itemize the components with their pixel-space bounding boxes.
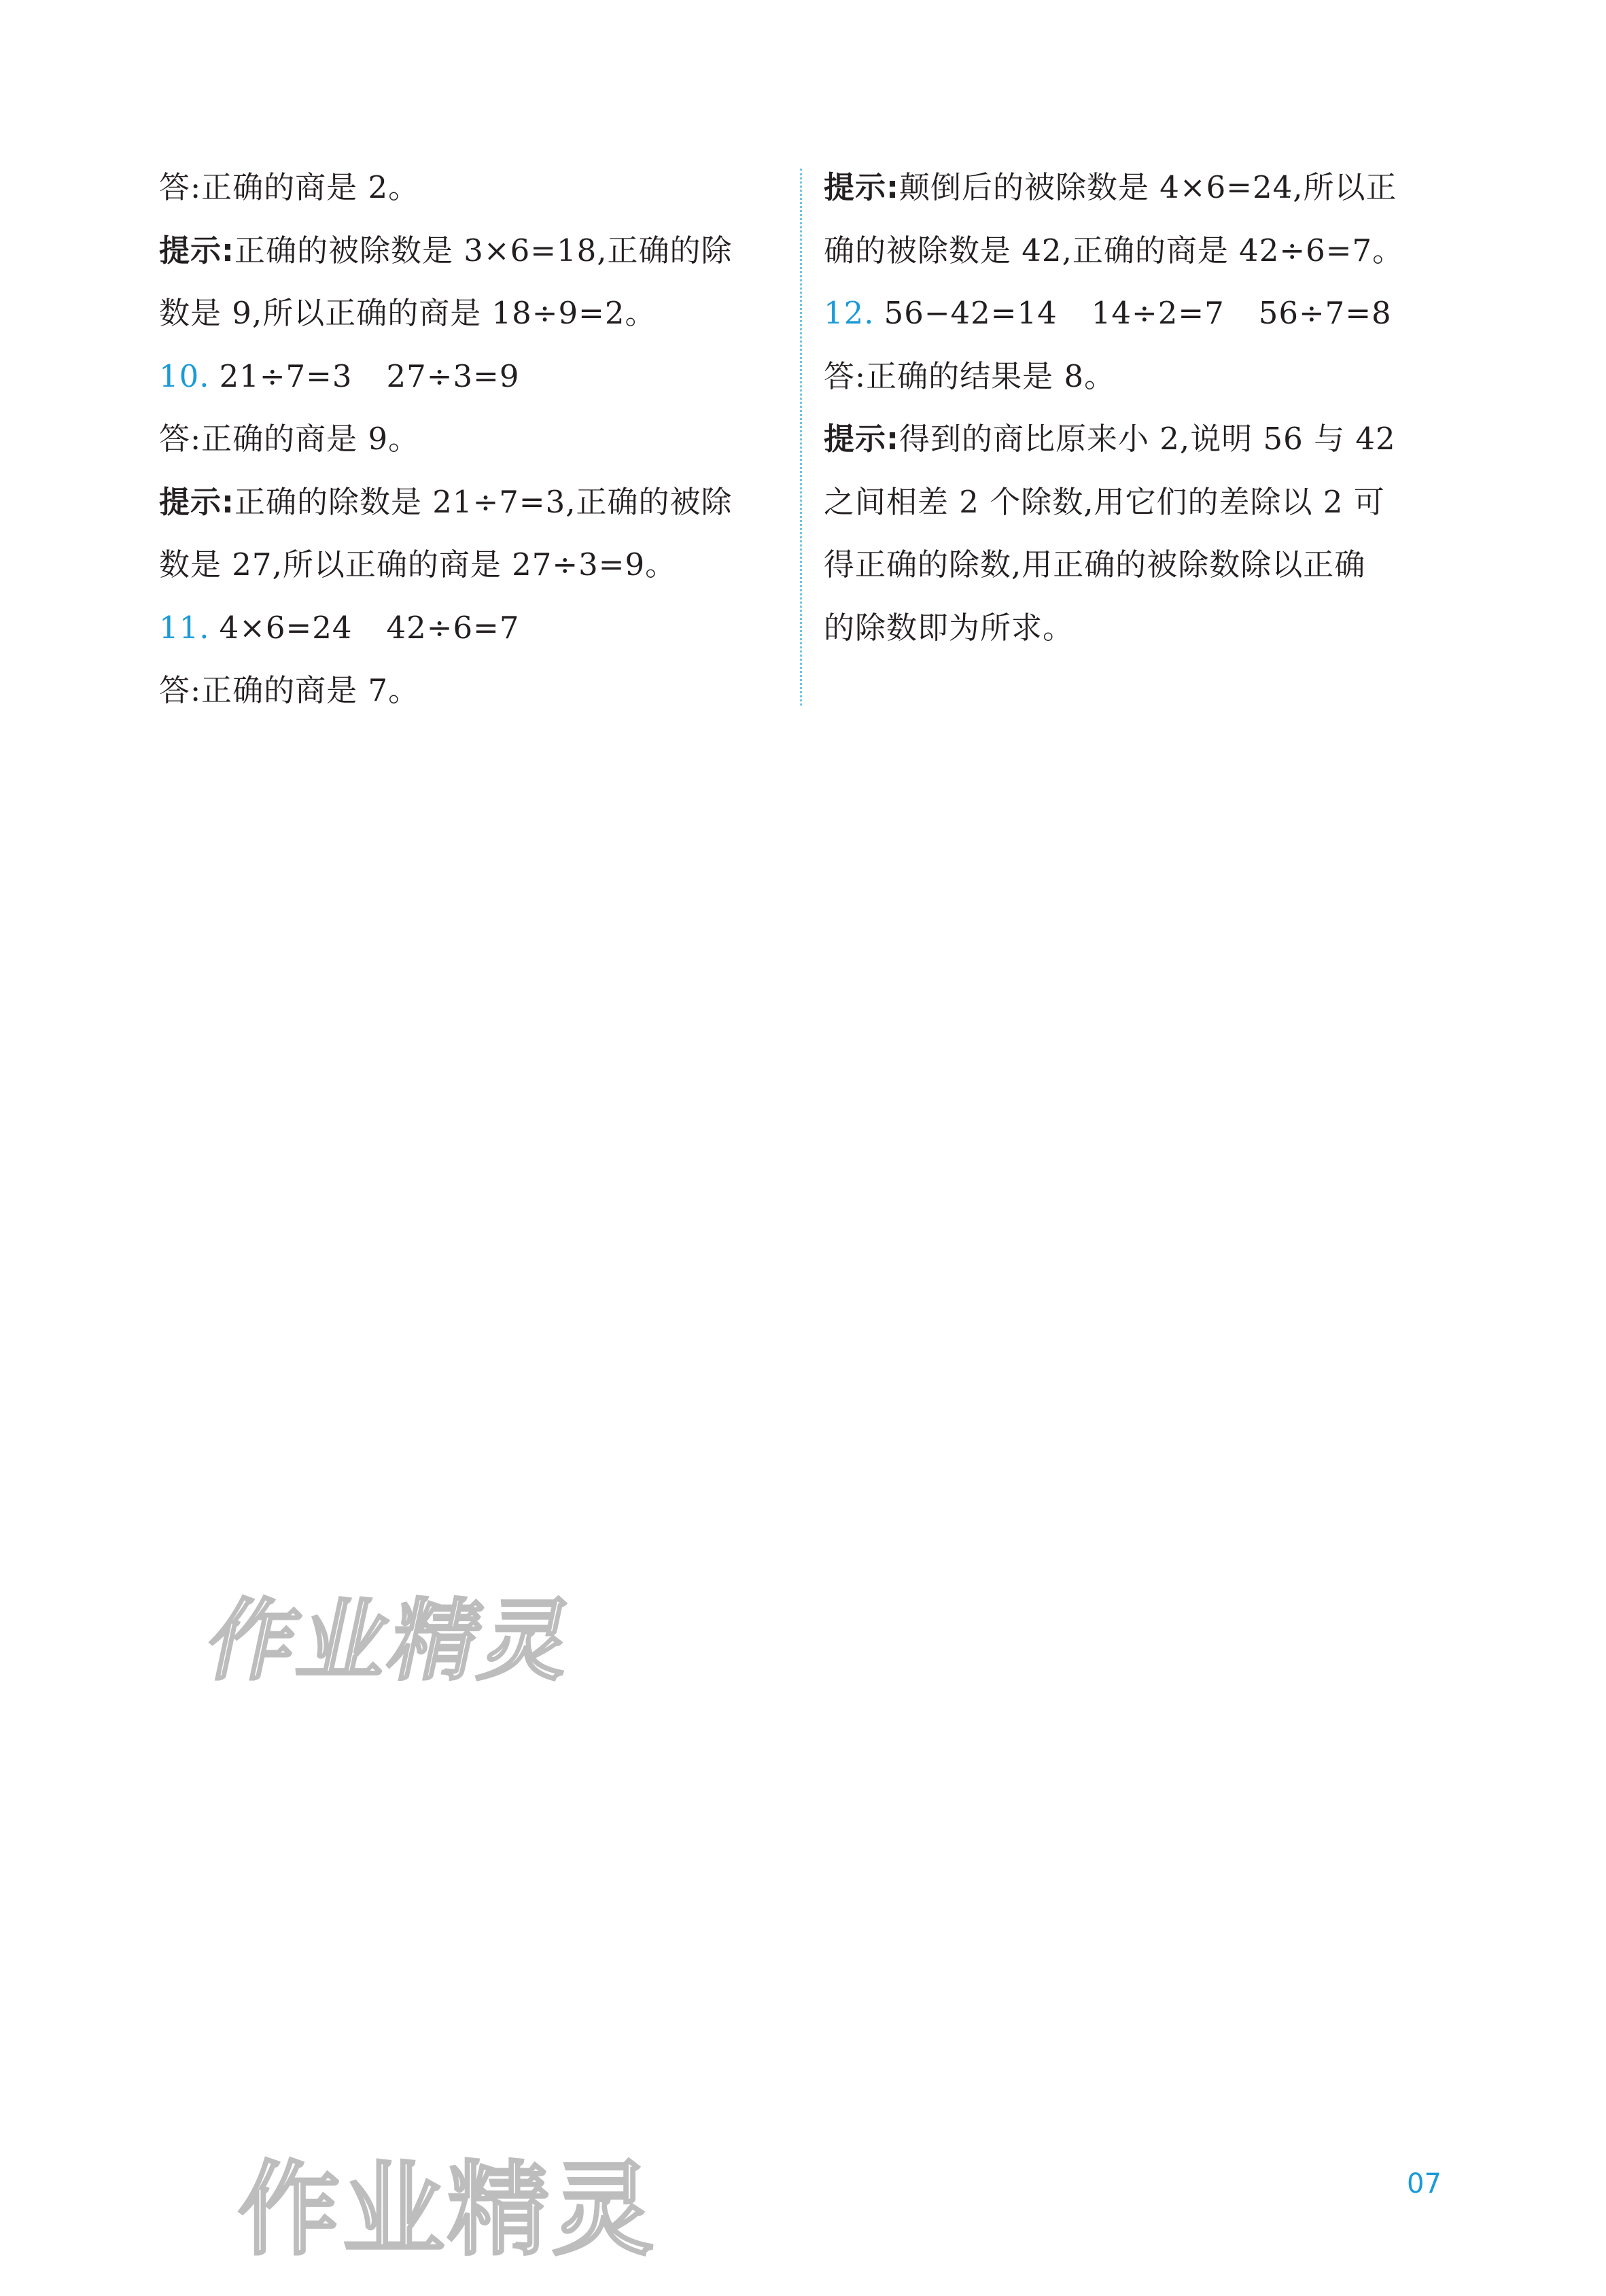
equation: 4×6=24 xyxy=(219,609,353,646)
hint-text: 之间相差 2 个除数,用它们的差除以 2 可 xyxy=(824,483,1385,520)
hint-label: 提示: xyxy=(159,483,234,520)
hint-continuation xyxy=(824,534,1449,597)
equation: 27÷3=9 xyxy=(386,358,520,394)
right-column xyxy=(824,156,1449,659)
column-divider xyxy=(800,169,802,706)
hint-continuation xyxy=(824,597,1449,660)
watermark-logo: 作业精灵 xyxy=(198,1589,584,1692)
hint-text: 的除数即为所求。 xyxy=(824,609,1075,646)
hint-label: 提示: xyxy=(824,169,899,205)
hint-text: 正确的除数是 21÷7=3,正确的被除 xyxy=(234,483,733,520)
question-number: 12. xyxy=(824,295,875,331)
question-number: 10. xyxy=(159,358,210,394)
watermark-logo: 作业精灵 xyxy=(238,2151,657,2269)
equation: 56÷7=8 xyxy=(1258,295,1392,331)
answer-text: 答:正确的商是 9。 xyxy=(159,421,420,457)
hint-text: 数是 9,所以正确的商是 18÷9=2。 xyxy=(159,295,657,331)
hint-text: 确的被除数是 42,正确的商是 42÷6=7。 xyxy=(824,232,1404,268)
equation: 56−42=14 xyxy=(884,295,1058,331)
hint-continuation xyxy=(159,534,778,597)
answer-line xyxy=(159,156,778,220)
hint-label: 提示: xyxy=(159,232,234,268)
hint-continuation xyxy=(824,220,1449,283)
hint-line xyxy=(159,471,778,534)
answer-line xyxy=(159,408,778,471)
equation: 42÷6=7 xyxy=(386,609,520,646)
answer-line xyxy=(159,659,778,723)
question-12 xyxy=(824,282,1449,345)
hint-text: 颠倒后的被除数是 4×6=24,所以正 xyxy=(899,169,1397,205)
hint-text: 数是 27,所以正确的商是 27÷3=9。 xyxy=(159,546,677,582)
answer-text: 答:正确的结果是 8。 xyxy=(824,358,1116,394)
equation: 14÷2=7 xyxy=(1091,295,1225,331)
hint-text: 得到的商比原来小 2,说明 56 与 42 xyxy=(899,421,1396,457)
hint-line xyxy=(159,220,778,283)
question-10 xyxy=(159,345,778,408)
question-number: 11. xyxy=(159,609,210,646)
left-column xyxy=(159,156,778,723)
answer-text: 答:正确的商是 2。 xyxy=(159,169,420,205)
question-11 xyxy=(159,597,778,660)
hint-label: 提示: xyxy=(824,421,899,457)
page-number: 07 xyxy=(1407,2168,1442,2199)
hint-line xyxy=(824,408,1449,471)
equation: 21÷7=3 xyxy=(219,358,353,394)
answer-line xyxy=(824,345,1449,408)
hint-line xyxy=(824,156,1449,220)
hint-continuation xyxy=(824,471,1449,534)
hint-text: 正确的被除数是 3×6=18,正确的除 xyxy=(234,232,733,268)
answer-text: 答:正确的商是 7。 xyxy=(159,672,420,708)
hint-continuation xyxy=(159,282,778,345)
hint-text: 得正确的除数,用正确的被除数除以正确 xyxy=(824,546,1366,582)
